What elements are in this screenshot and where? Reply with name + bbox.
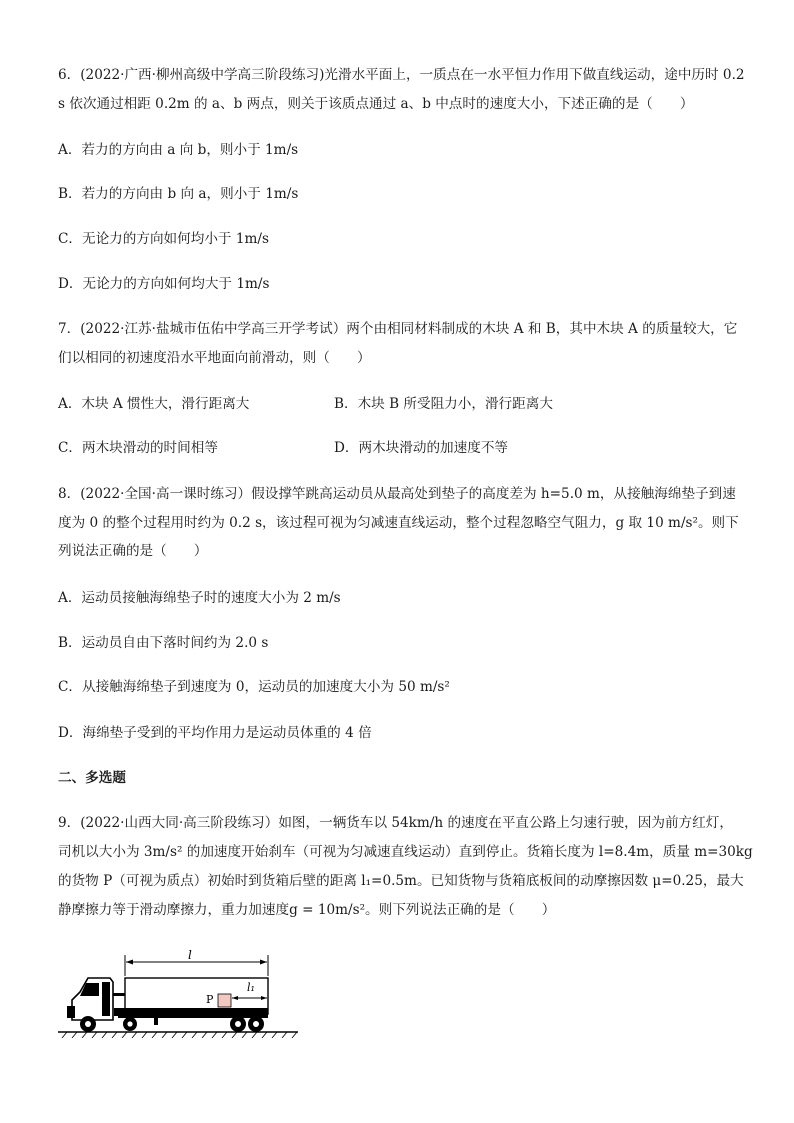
q8-option-a: A．运动员接触海绵垫子时的速度大小为 2 m/s xyxy=(58,590,341,606)
q8-option-c: C．从接触海绵垫子到速度为 0，运动员的加速度大小为 50 m/s² xyxy=(58,679,450,695)
q6-stem-line-2: s 依次通过相距 0.2m 的 a、b 两点，则关于该质点通过 a、b 中点时的速度大小，下述正确的是（ ） xyxy=(58,96,694,112)
q7-option-b: B．木块 B 所受阻力小，滑行距离大 xyxy=(334,396,553,412)
label-p: P xyxy=(206,993,214,1006)
wheel-rear-1 xyxy=(230,1016,246,1032)
q7-stem-line-1: 7．(2022·江苏·盐城市伍佑中学高三开学考试）两个由相同材料制成的木块 A 和 B，其中木块 A 的质量较大，它 xyxy=(58,321,738,337)
q9-stem-line-1: 9．(2022·山西大同·高三阶段练习）如图，一辆货车以 54km/h 的速度在平直公路上匀速行驶，因为前方红灯， xyxy=(58,815,733,831)
q8-stem-line-1: 8．(2022·全国·高一课时练习）假设撑竿跳高运动员从最高处到垫子的高度差为 h=5.0 m，从接触海绵垫子到速 xyxy=(58,486,736,502)
q9-stem-line-3: 的货物 P（可视为质点）初始时到货箱后壁的距离 l₁=0.5m。已知货物与货箱底板间的动摩擦因数 μ=0.25，最大 xyxy=(58,873,744,889)
q7-option-c: C．两木块滑动的时间相等 xyxy=(58,440,218,456)
q8-option-d: D．海绵垫子受到的平均作用力是运动员体重的 4 倍 xyxy=(58,725,372,741)
chassis xyxy=(118,1014,268,1018)
ground-line xyxy=(58,1032,298,1038)
truck-diagram xyxy=(58,948,298,1038)
q7-option-a: A．木块 A 惯性大，滑行距离大 xyxy=(58,396,250,412)
section-title: 二、多选题 xyxy=(58,770,126,786)
q6-stem-line-1: 6．(2022·广西·柳州高级中学高三阶段练习)光滑水平面上，一质点在一水平恒力作用下做直线运动，途中历时 0.2 xyxy=(58,67,745,83)
q6-option-b: B．若力的方向由 b 向 a，则小于 1m/s xyxy=(58,186,299,202)
wheel-front xyxy=(80,1016,96,1032)
q6-option-a: A．若力的方向由 a 向 b，则小于 1m/s xyxy=(58,142,299,158)
q6-option-d: D．无论力的方向如何均大于 1m/s xyxy=(58,276,270,292)
trailer-support xyxy=(154,1017,158,1025)
q9-stem-line-2: 司机以大小为 3m/s² 的加速度开始刹车（可视为匀减速直线运动）直到停止。货箱长度为 l=8.4m，质量 m=30kg xyxy=(58,844,753,860)
wheel-rear-2 xyxy=(248,1016,264,1032)
q6-option-c: C．无论力的方向如何均小于 1m/s xyxy=(58,231,269,247)
cargo-p xyxy=(218,994,231,1007)
q7-stem-line-2: 们以相同的初速度沿水平地面向前滑动，则（ ） xyxy=(58,350,371,366)
q9-stem-line-4: 静摩擦力等于滑动摩擦力，重力加速度g = 10m/s²。则下列说法正确的是（ ） xyxy=(58,902,556,918)
label-l: l xyxy=(188,948,192,962)
wheel-middle xyxy=(123,1017,137,1031)
q7-option-d: D．两木块滑动的加速度不等 xyxy=(334,440,509,456)
q8-option-b: B．运动员自由下落时间约为 2.0 s xyxy=(58,635,269,651)
dimension-l-arrow xyxy=(125,955,268,976)
label-l1: l₁ xyxy=(247,981,255,994)
q8-stem-line-3: 列说法正确的是（ ） xyxy=(58,543,208,559)
q8-stem-line-2: 度为 0 的整个过程用时约为 0.2 s，该过程可视为匀减速直线运动，整个过程忽略空气阻力，g 取 10 m/s²。则下 xyxy=(58,515,739,531)
